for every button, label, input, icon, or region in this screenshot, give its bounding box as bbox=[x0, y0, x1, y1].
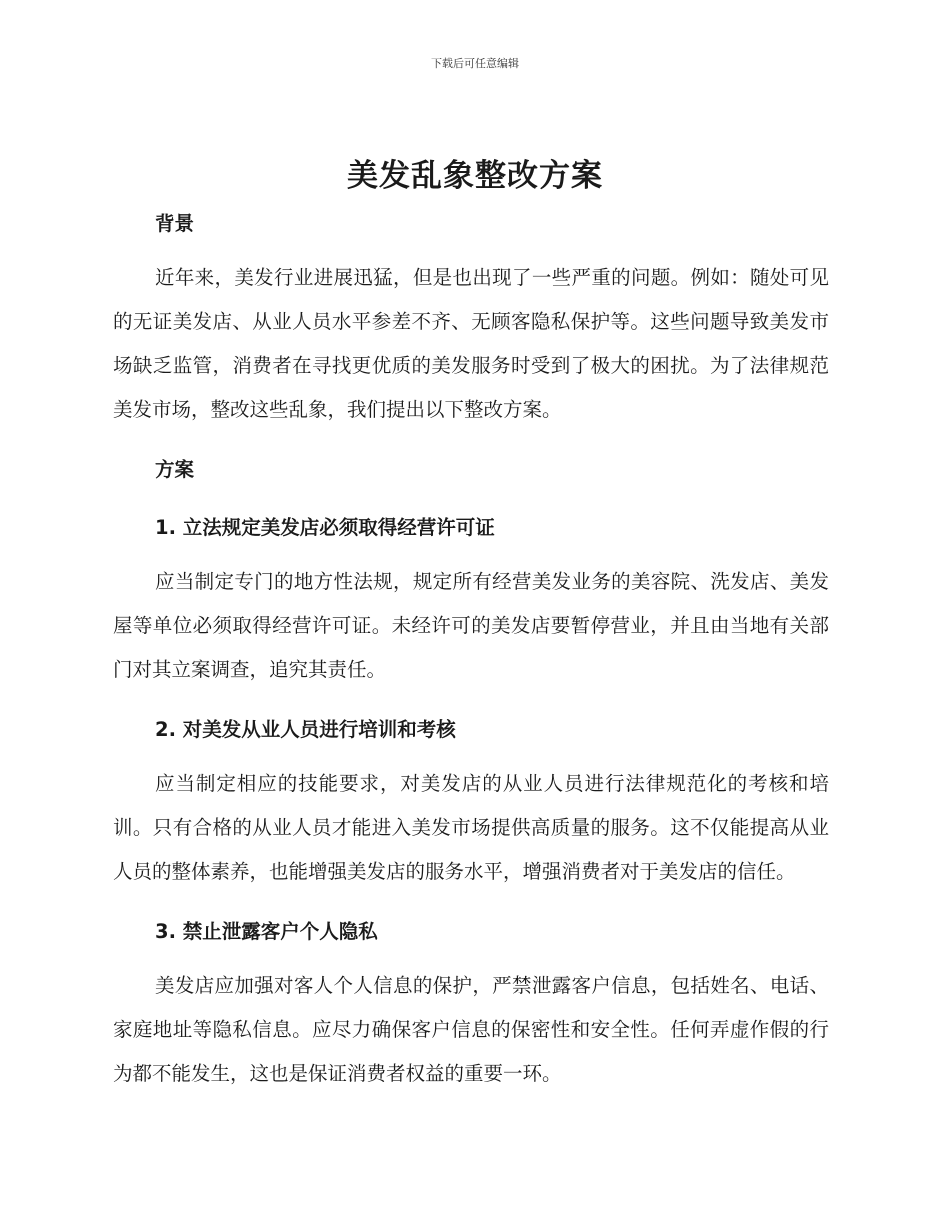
section-2-heading: 2. 对美发从业人员进行培训和考核 bbox=[155, 718, 456, 741]
plan-heading: 方案 bbox=[155, 458, 195, 481]
section-2-paragraph: 应当制定相应的技能要求，对美发店的从业人员进行法律规范化的考核和培训。只有合格的从业人员才能进入美发市场提供高质量的服务。这不仅能提高从业人员的整体素养，也能增强美发店的服务水平，增强消费者对于美发店的信任。 bbox=[113, 772, 829, 883]
section-3-heading: 3. 禁止泄露客户个人隐私 bbox=[155, 920, 378, 943]
document-title: 美发乱象整改方案 bbox=[347, 158, 603, 194]
section-1-paragraph: 应当制定专门的地方性法规，规定所有经营美发业务的美容院、洗发店、美发屋等单位必须取得经营许可证。未经许可的美发店要暂停营业，并且由当地有关部门对其立案调查，追究其责任。 bbox=[113, 570, 829, 681]
header-note: 下载后可任意编辑 bbox=[431, 57, 519, 70]
background-paragraph: 近年来，美发行业进展迅猛，但是也出现了一些严重的问题。例如：随处可见的无证美发店、从业人员水平参差不齐、无顾客隐私保护等。这些问题导致美发市场缺乏监管，消费者在寻找更优质的美发服务时受到了极大的困扰。为了法律规范美发市场，整改这些乱象，我们提出以下整改方案。 bbox=[113, 266, 829, 421]
background-heading: 背景 bbox=[155, 212, 195, 235]
section-3-paragraph: 美发店应加强对客人个人信息的保护，严禁泄露客户信息，包括姓名、电话、家庭地址等隐私信息。应尽力确保客户信息的保密性和安全性。任何弄虚作假的行为都不能发生，这也是保证消费者权益的重要一环。 bbox=[113, 974, 829, 1085]
section-1-heading: 1. 立法规定美发店必须取得经营许可证 bbox=[155, 516, 495, 539]
document-body bbox=[113, 200, 829, 1096]
